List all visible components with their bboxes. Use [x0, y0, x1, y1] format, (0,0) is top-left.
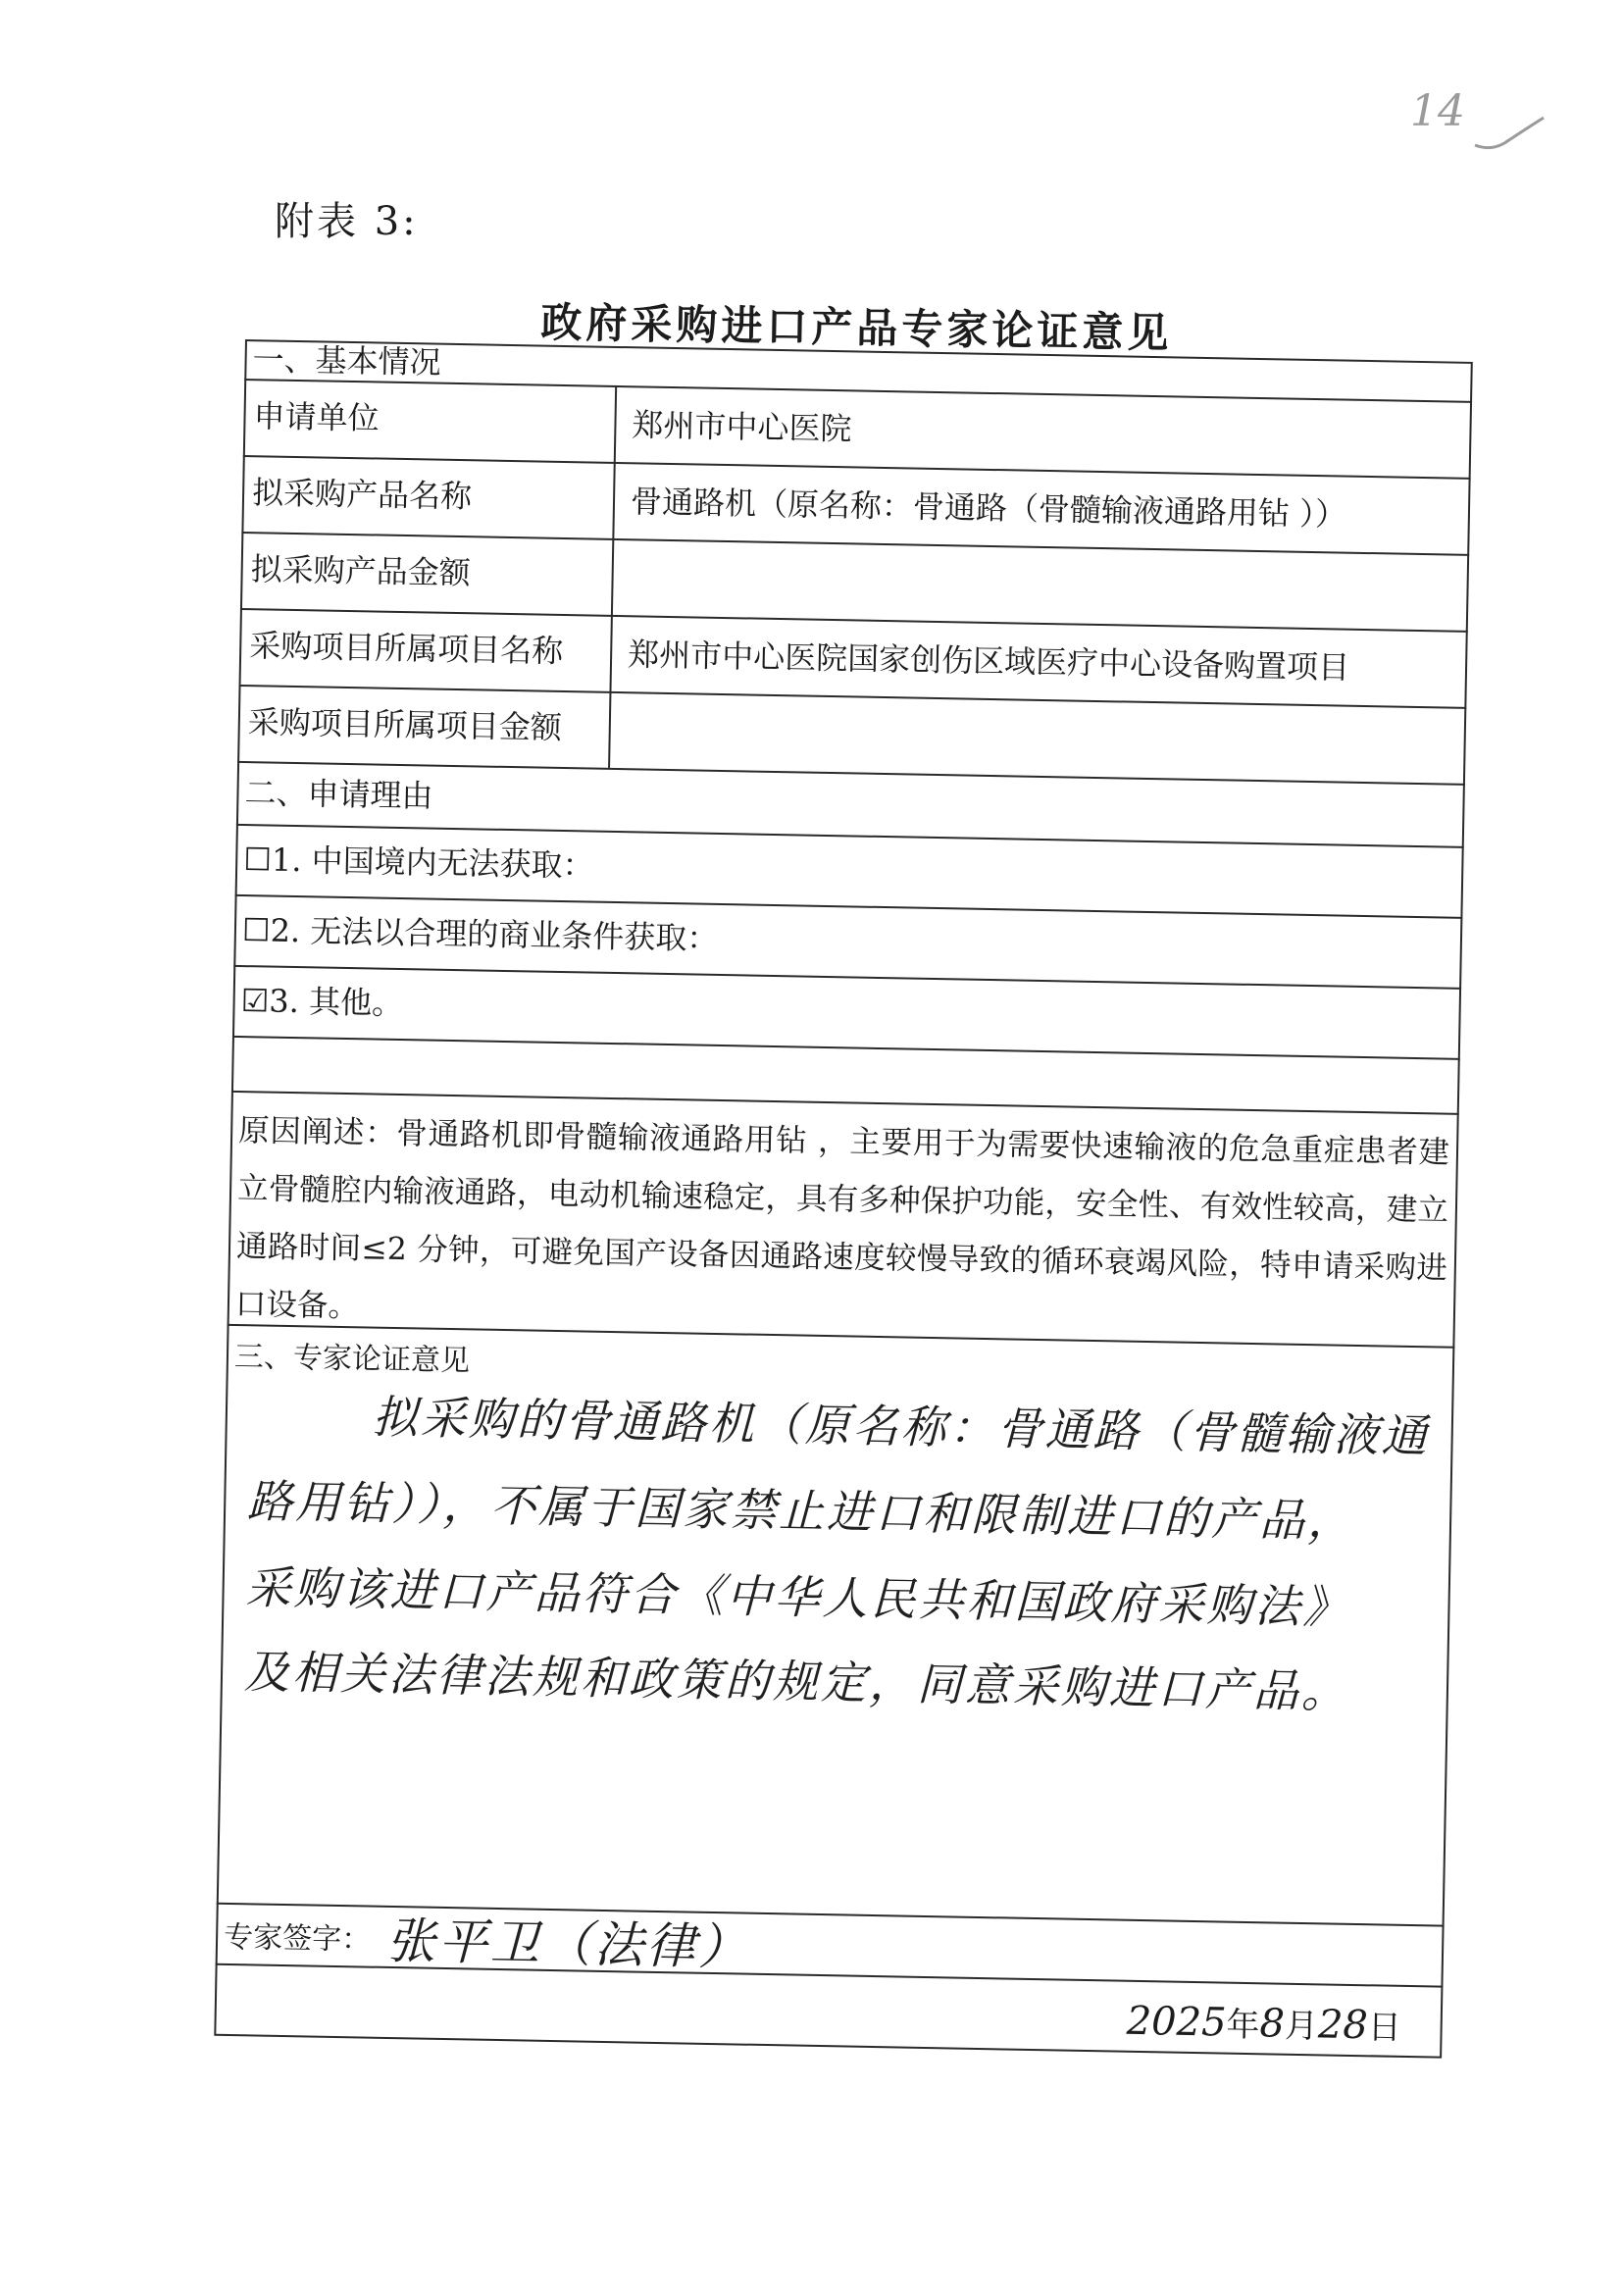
- checkbox-empty-icon: ☐: [242, 841, 273, 879]
- label-product-amount: 拟采购产品金额: [250, 550, 472, 592]
- reason-option-3-text: 3. 其他。: [268, 982, 404, 1023]
- section-opinion-title: 三、专家论证意见: [233, 1339, 471, 1379]
- signature-label: 专家签字：: [223, 1919, 372, 1958]
- document-title: 政府采购进口产品专家论证意见: [540, 297, 1173, 358]
- value-product-name: 骨通路机（原名称：骨通路（骨髓输液通路用钻 ））: [630, 483, 1347, 534]
- reason-option-1: [242, 841, 594, 885]
- page-number: 14: [1410, 86, 1465, 136]
- date-day: 28: [1317, 2002, 1369, 2049]
- handwritten-signature: 张平卫（法律）: [385, 1912, 751, 1976]
- handwritten-opinion-line-1: 拟采购的骨通路机（原名称：骨通路（骨髓输液通: [372, 1390, 1431, 1463]
- label-applicant: 申请单位: [253, 397, 380, 437]
- check-mark-icon: [1471, 108, 1549, 157]
- handwritten-opinion-line-3: 采购该进口产品符合《中华人民共和国政府采购法》: [245, 1560, 1351, 1634]
- signature-date: [1126, 1996, 1401, 2049]
- value-project-name: 郑州市中心医院国家创伤区域医疗中心设备购置项目: [627, 636, 1350, 687]
- label-product-name: 拟采购产品名称: [251, 474, 473, 516]
- reason-option-2: [241, 911, 719, 957]
- label-project-amount: 采购项目所属项目金额: [247, 703, 563, 746]
- label-project-name: 采购项目所属项目名称: [248, 627, 564, 670]
- handwritten-opinion-line-4: 及相关法律法规和政策的规定，同意采购进口产品。: [243, 1645, 1350, 1718]
- checkbox-checked-icon: ☑: [240, 982, 270, 1020]
- date-year: 2025: [1126, 1998, 1227, 2046]
- section-basic-title: 一、基本情况: [252, 340, 441, 382]
- attachment-label: 附表 3:: [275, 199, 419, 244]
- checkbox-empty-icon: ☐: [241, 911, 271, 949]
- date-day-unit: 日: [1367, 2008, 1402, 2048]
- date-month-unit: 月: [1284, 2006, 1319, 2047]
- opinion-form: [214, 339, 1472, 2059]
- date-month: 8: [1259, 2001, 1286, 2047]
- section-reasons-title: 二、申请理由: [244, 774, 433, 815]
- reason-option-2-text: 2. 无法以合理的商业条件获取：: [270, 911, 719, 957]
- date-year-unit: 年: [1226, 2005, 1260, 2046]
- reason-option-3: [240, 982, 404, 1023]
- value-applicant: 郑州市中心医院: [632, 406, 852, 448]
- reason-option-1-text: 1. 中国境内无法获取：: [271, 841, 594, 885]
- handwritten-opinion-line-2: 路用钻）），不属于国家禁止进口和限制进口的产品，: [246, 1474, 1356, 1548]
- reason-explanation: 原因阐述：骨通路机即骨髓输液通路用钻 ，主要用于为需要快速输液的危急重症患者建立骨髓腔内输液通路，电动机输速稳定，具有多种保护功能，安全性、有效性较高，建立通路时间≤2 分钟，可避免国产设备因通路速度较慢导致的循环衰竭风险，特申请采购进口设备。: [234, 1113, 1450, 1325]
